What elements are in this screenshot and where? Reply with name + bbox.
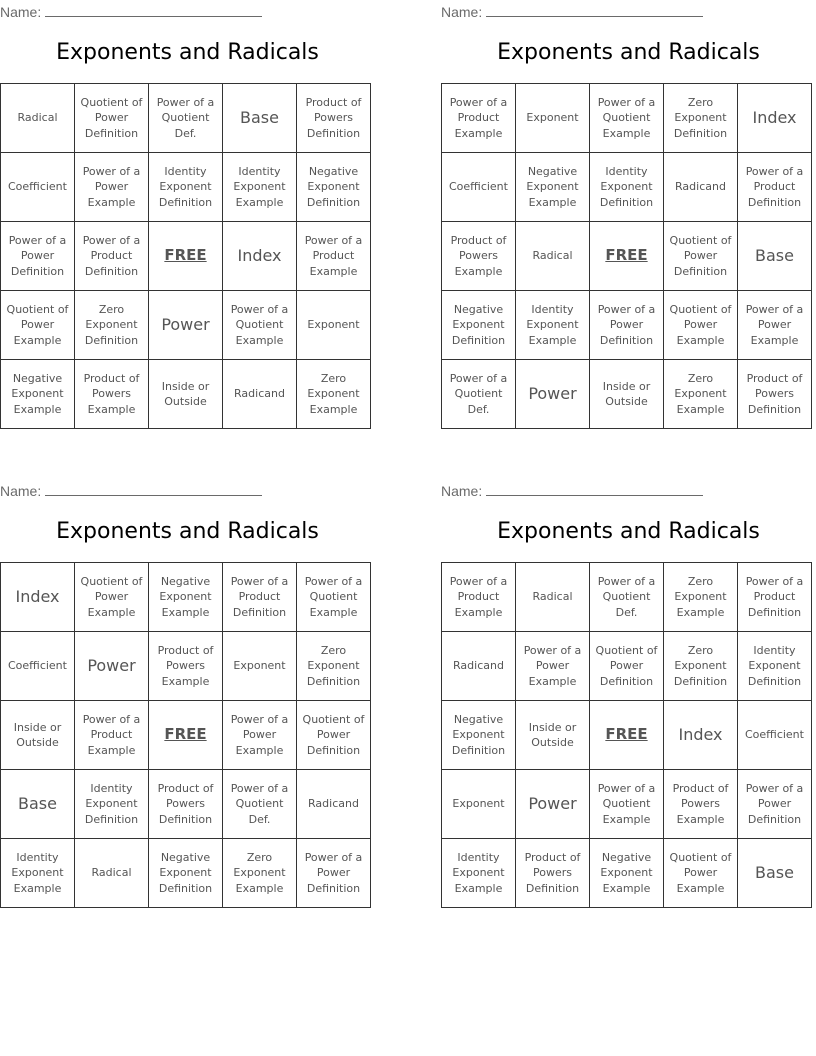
name-field xyxy=(441,481,703,499)
bingo-cell: Exponent xyxy=(297,291,371,360)
bingo-cell: Negative Exponent Definition xyxy=(149,839,223,908)
bingo-cell: Power xyxy=(516,770,590,839)
bingo-cell: Power of a Quotient Def. xyxy=(223,770,297,839)
bingo-row xyxy=(1,839,371,908)
name-field xyxy=(0,481,262,499)
bingo-cell: Index xyxy=(738,84,812,153)
bingo-cell: Identity Exponent Example xyxy=(442,839,516,908)
bingo-cell: Radical xyxy=(75,839,149,908)
bingo-row xyxy=(1,360,371,429)
bingo-cell: Power xyxy=(75,632,149,701)
card-title: Exponents and Radicals xyxy=(56,40,319,65)
bingo-cell: Power xyxy=(516,360,590,429)
name-label: Name: xyxy=(0,483,42,499)
bingo-cell: Negative Exponent Example xyxy=(516,153,590,222)
bingo-cell: Product of Powers Definition xyxy=(297,84,371,153)
bingo-cell: Power of a Quotient Example xyxy=(297,563,371,632)
bingo-cell: Power of a Product Example xyxy=(297,222,371,291)
bingo-cell: Negative Exponent Example xyxy=(590,839,664,908)
bingo-cell: Product of Powers Definition xyxy=(738,360,812,429)
bingo-cell: Inside or Outside xyxy=(149,360,223,429)
bingo-cell: Power xyxy=(149,291,223,360)
bingo-row xyxy=(1,222,371,291)
bingo-cell: Power of a Product Definition xyxy=(738,563,812,632)
bingo-cell: Quotient of Power Example xyxy=(1,291,75,360)
bingo-cell: Radicand xyxy=(442,632,516,701)
bingo-cell: Power of a Quotient Example xyxy=(590,770,664,839)
bingo-cell: Power of a Quotient Def. xyxy=(442,360,516,429)
bingo-cell: Coefficient xyxy=(442,153,516,222)
bingo-row xyxy=(1,153,371,222)
bingo-row xyxy=(1,770,371,839)
bingo-cell: Coefficient xyxy=(1,153,75,222)
bingo-cell: Product of Powers Definition xyxy=(516,839,590,908)
bingo-row xyxy=(442,632,812,701)
bingo-cell: Exponent xyxy=(516,84,590,153)
bingo-cell: Negative Exponent Definition xyxy=(297,153,371,222)
bingo-grid xyxy=(0,83,371,429)
bingo-cell: Base xyxy=(1,770,75,839)
bingo-cell: Power of a Power Example xyxy=(738,291,812,360)
bingo-cell: Quotient of Power Definition xyxy=(297,701,371,770)
bingo-row xyxy=(1,632,371,701)
bingo-cell: Power of a Product Example xyxy=(442,84,516,153)
bingo-cell: Index xyxy=(223,222,297,291)
bingo-cell: Coefficient xyxy=(738,701,812,770)
name-field xyxy=(441,2,703,20)
bingo-cell: Quotient of Power Example xyxy=(664,839,738,908)
bingo-cell: Power of a Quotient Example xyxy=(223,291,297,360)
bingo-row xyxy=(442,701,812,770)
bingo-cell: Zero Exponent Example xyxy=(297,360,371,429)
bingo-cell: Power of a Power Example xyxy=(516,632,590,701)
bingo-cell: Power of a Power Definition xyxy=(590,291,664,360)
bingo-cell: Zero Exponent Example xyxy=(223,839,297,908)
name-label: Name: xyxy=(0,4,42,20)
bingo-cell: Identity Exponent Example xyxy=(1,839,75,908)
bingo-grid xyxy=(441,83,812,429)
bingo-cell: Quotient of Power Example xyxy=(664,291,738,360)
name-blank-line[interactable] xyxy=(486,481,703,496)
bingo-cell: Power of a Power Definition xyxy=(297,839,371,908)
bingo-cell: Identity Exponent Definition xyxy=(149,153,223,222)
bingo-cell: Power of a Power Definition xyxy=(738,770,812,839)
name-label: Name: xyxy=(441,4,483,20)
bingo-cell: Index xyxy=(1,563,75,632)
bingo-cell: Exponent xyxy=(223,632,297,701)
bingo-cell: Product of Powers Example xyxy=(664,770,738,839)
bingo-cell: Identity Exponent Example xyxy=(516,291,590,360)
bingo-cell: Quotient of Power Definition xyxy=(664,222,738,291)
bingo-cell: Power of a Quotient Def. xyxy=(149,84,223,153)
bingo-cell: Power of a Product Example xyxy=(442,563,516,632)
bingo-cell: Product of Powers Definition xyxy=(149,770,223,839)
bingo-cell: Identity Exponent Definition xyxy=(738,632,812,701)
bingo-cell: Power of a Product Example xyxy=(75,701,149,770)
bingo-cell: Radicand xyxy=(664,153,738,222)
bingo-row xyxy=(442,360,812,429)
bingo-cell: Power of a Quotient Def. xyxy=(590,563,664,632)
bingo-cell: Negative Exponent Definition xyxy=(442,291,516,360)
bingo-cell: Quotient of Power Definition xyxy=(590,632,664,701)
bingo-cell: Radicand xyxy=(297,770,371,839)
bingo-cell: Quotient of Power Example xyxy=(75,563,149,632)
bingo-row xyxy=(442,839,812,908)
bingo-cell: Zero Exponent Definition xyxy=(75,291,149,360)
bingo-cell: Product of Powers Example xyxy=(149,632,223,701)
bingo-cell: Zero Exponent Definition xyxy=(664,632,738,701)
bingo-cell: Product of Powers Example xyxy=(442,222,516,291)
bingo-cell: Inside or Outside xyxy=(516,701,590,770)
bingo-cell: Base xyxy=(223,84,297,153)
name-field xyxy=(0,2,262,20)
bingo-cell: Inside or Outside xyxy=(590,360,664,429)
bingo-cell: Negative Exponent Definition xyxy=(442,701,516,770)
card-title: Exponents and Radicals xyxy=(497,40,760,65)
free-space: FREE xyxy=(149,222,223,291)
bingo-row xyxy=(1,701,371,770)
bingo-cell: Radical xyxy=(516,563,590,632)
bingo-cell: Product of Powers Example xyxy=(75,360,149,429)
bingo-row xyxy=(1,291,371,360)
free-space: FREE xyxy=(590,701,664,770)
bingo-row xyxy=(442,222,812,291)
bingo-cell: Power of a Power Example xyxy=(75,153,149,222)
name-label: Name: xyxy=(441,483,483,499)
bingo-cell: Power of a Power Example xyxy=(223,701,297,770)
bingo-cell: Power of a Product Definition xyxy=(75,222,149,291)
bingo-cell: Radical xyxy=(1,84,75,153)
bingo-cell: Radicand xyxy=(223,360,297,429)
bingo-row xyxy=(442,291,812,360)
bingo-cell: Coefficient xyxy=(1,632,75,701)
bingo-cell: Power of a Product Definition xyxy=(738,153,812,222)
bingo-cell: Identity Exponent Definition xyxy=(590,153,664,222)
bingo-cell: Power of a Quotient Example xyxy=(590,84,664,153)
name-blank-line[interactable] xyxy=(45,2,262,17)
name-blank-line[interactable] xyxy=(45,481,262,496)
bingo-cell: Identity Exponent Example xyxy=(223,153,297,222)
card-title: Exponents and Radicals xyxy=(56,519,319,544)
bingo-cell: Zero Exponent Definition xyxy=(664,84,738,153)
bingo-cell: Power of a Power Definition xyxy=(1,222,75,291)
name-blank-line[interactable] xyxy=(486,2,703,17)
bingo-row xyxy=(442,153,812,222)
bingo-cell: Negative Exponent Example xyxy=(1,360,75,429)
bingo-cell: Identity Exponent Definition xyxy=(75,770,149,839)
bingo-row xyxy=(1,563,371,632)
bingo-cell: Negative Exponent Example xyxy=(149,563,223,632)
bingo-row xyxy=(1,84,371,153)
bingo-cell: Index xyxy=(664,701,738,770)
free-space: FREE xyxy=(149,701,223,770)
bingo-cell: Zero Exponent Example xyxy=(664,563,738,632)
bingo-grid xyxy=(0,562,371,908)
bingo-cell: Zero Exponent Example xyxy=(664,360,738,429)
bingo-grid xyxy=(441,562,812,908)
bingo-cell: Power of a Product Definition xyxy=(223,563,297,632)
bingo-cell: Exponent xyxy=(442,770,516,839)
bingo-cell: Quotient of Power Definition xyxy=(75,84,149,153)
bingo-row xyxy=(442,563,812,632)
bingo-row xyxy=(442,770,812,839)
bingo-cell: Base xyxy=(738,839,812,908)
bingo-row xyxy=(442,84,812,153)
free-space: FREE xyxy=(590,222,664,291)
bingo-cell: Radical xyxy=(516,222,590,291)
bingo-cell: Zero Exponent Definition xyxy=(297,632,371,701)
bingo-cell: Inside or Outside xyxy=(1,701,75,770)
bingo-cell: Base xyxy=(738,222,812,291)
card-title: Exponents and Radicals xyxy=(497,519,760,544)
